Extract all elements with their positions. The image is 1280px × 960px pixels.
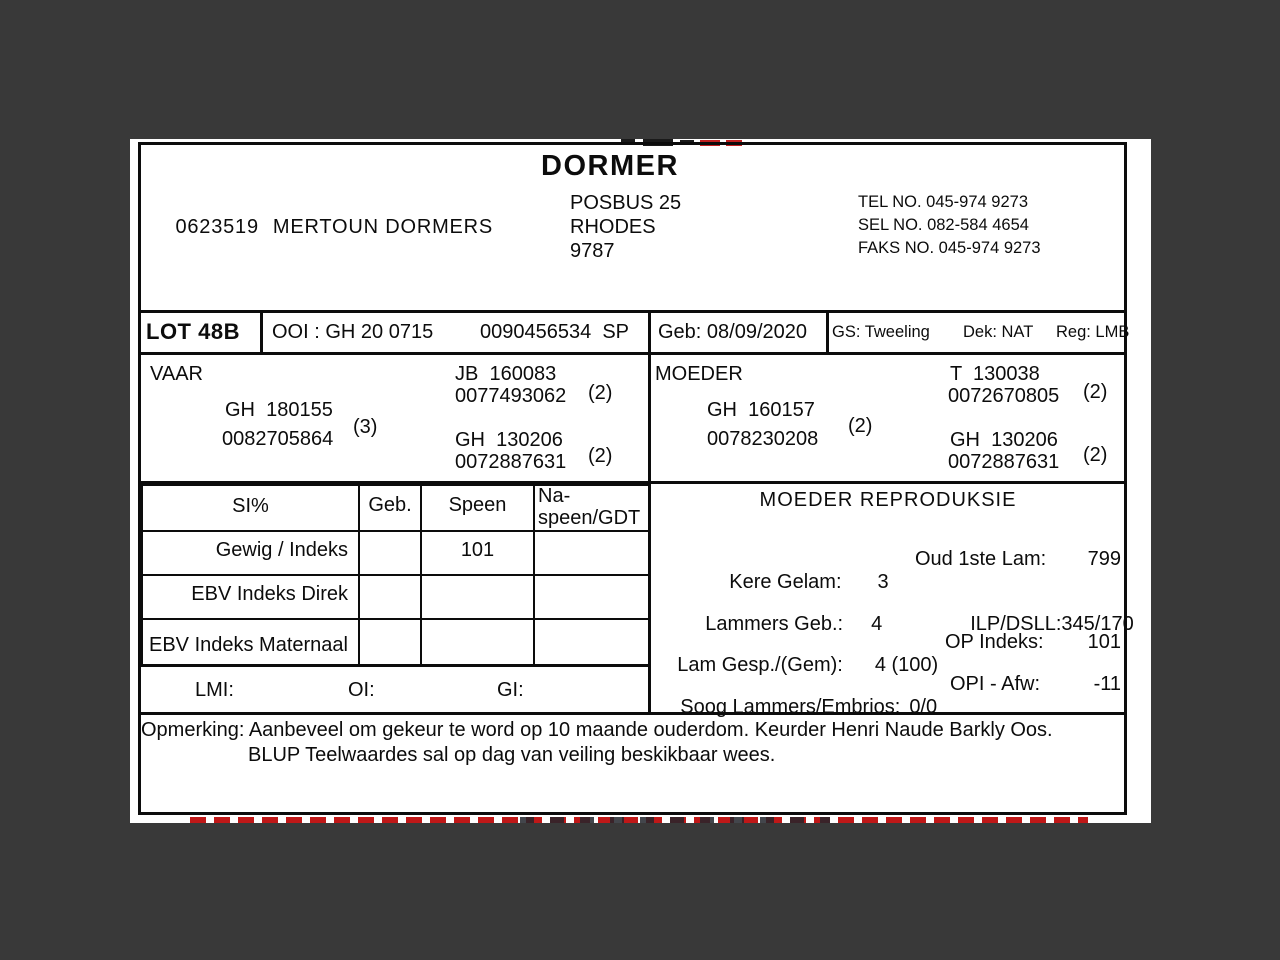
- address-line: 9787: [570, 240, 615, 262]
- dam-sire-note: (2): [1083, 381, 1108, 403]
- cropped-text-artifact-bottom: [520, 817, 830, 823]
- stat-value: 799: [1087, 548, 1121, 570]
- remark-line: Opmerking: Aanbeveel om gekeur te word op 10 maande ouderdom. Keurder Henri Naude Barkly Oos.: [141, 719, 1053, 741]
- dam-reg: 0078230208: [707, 428, 819, 450]
- vaar-label: VAAR: [150, 363, 203, 385]
- dam-dam-reg: 0072887631: [948, 451, 1060, 473]
- reproduksie-row-right: [945, 631, 1121, 654]
- reproduksie-row-right: [950, 673, 1121, 696]
- stat-value: 101: [1087, 631, 1121, 653]
- ewe-registration: 0090456534 SP: [480, 321, 630, 343]
- stat-label: ILP/DSLL:: [970, 613, 1062, 635]
- dam-note: (2): [848, 415, 873, 437]
- stat-label: Oud 1ste Lam:: [915, 548, 1047, 570]
- phone-line: TEL NO. 045-974 9273: [858, 193, 1028, 211]
- sire-sire-id: JB 160083: [455, 363, 557, 385]
- sire-reg: 0082705864: [222, 428, 334, 450]
- breeder-number: 0623519: [175, 216, 259, 238]
- si-row-divider: [143, 530, 648, 532]
- stat-label: Lam Gesp./(Gem):: [677, 654, 843, 676]
- stat-label: Lammers Geb.:: [705, 613, 844, 635]
- si-col-header-speen: Speen: [448, 494, 507, 516]
- dam-dam-note: (2): [1083, 444, 1108, 466]
- reg-field: Reg: LMB: [1056, 323, 1130, 341]
- stat-value: 3: [877, 571, 889, 593]
- dam-id: GH 160157: [707, 399, 815, 421]
- address-line: POSBUS 25: [570, 192, 682, 214]
- moeder-label: MOEDER: [655, 363, 743, 385]
- si-cell-speen: 101: [460, 539, 495, 561]
- birth-date: Geb: 08/09/2020: [658, 321, 808, 343]
- stat-value: 345/170: [1061, 613, 1134, 635]
- breeder-line: [150, 193, 493, 262]
- address-line: RHODES: [570, 216, 656, 238]
- sire-dam-id: GH 130206: [455, 429, 563, 451]
- reproduksie-title: MOEDER REPRODUKSIE: [759, 489, 1017, 511]
- lot-badge: LOT 48B: [146, 319, 240, 344]
- si-col-header-naspeen: speen/GDT: [538, 507, 641, 529]
- stat-label: Kere Gelam:: [729, 571, 842, 593]
- si-row-divider: [143, 618, 648, 620]
- dam-dam-id: GH 130206: [950, 429, 1058, 451]
- stat-label: Soog Lammers/Embrios:: [680, 696, 901, 718]
- phone-line: FAKS NO. 045-974 9273: [858, 239, 1041, 257]
- sire-sire-reg: 0077493062: [455, 385, 567, 407]
- dam-sire-id: T 130038: [950, 363, 1040, 385]
- si-col-header-label: SI%: [232, 495, 269, 517]
- sire-dam-note: (2): [588, 445, 613, 467]
- stat-value: 4: [871, 613, 883, 635]
- gs-field: GS: Tweeling: [832, 323, 930, 341]
- gi-label: GI:: [497, 679, 524, 701]
- si-row-label: EBV Indeks Direk: [191, 583, 348, 605]
- lot-cell-divider: [826, 310, 829, 355]
- sire-id: GH 180155: [225, 399, 333, 421]
- stat-value: -11: [1093, 673, 1121, 695]
- si-row-label: EBV Indeks Maternaal: [149, 634, 348, 656]
- oi-label: OI:: [348, 679, 375, 701]
- sire-sire-note: (2): [588, 382, 613, 404]
- stat-label: OP Indeks:: [945, 631, 1044, 653]
- phone-line: SEL NO. 082-584 4654: [858, 216, 1029, 234]
- dam-sire-reg: 0072670805: [948, 385, 1060, 407]
- sire-note: (3): [353, 416, 378, 438]
- remark-line: BLUP Teelwaardes sal op dag van veiling beskikbaar wees.: [248, 744, 776, 766]
- footer-divider: [140, 712, 1125, 715]
- dek-field: Dek: NAT: [963, 323, 1034, 341]
- sire-dam-reg: 0072887631: [455, 451, 567, 473]
- document-title: DORMER: [541, 150, 679, 182]
- reproduksie-row-right: [915, 548, 1121, 571]
- stat-label: OPI - Afw:: [950, 673, 1041, 695]
- lot-row-top-divider: [140, 310, 1125, 313]
- si-col-header-geb: Geb.: [368, 494, 412, 516]
- stat-value: 0/0: [909, 696, 938, 718]
- si-col-header-naspeen: Na-: [538, 485, 571, 507]
- lot-cell-divider: [260, 310, 263, 355]
- si-row-label: Gewig / Indeks: [215, 539, 348, 561]
- lot-row-bottom-divider: [140, 352, 1125, 355]
- si-row-divider: [143, 574, 648, 576]
- stat-value: 4 (100): [874, 654, 939, 676]
- ewe-prefix: OOI : GH 20 0715: [272, 321, 434, 343]
- lmi-label: LMI:: [195, 679, 234, 701]
- stud-name: MERTOUN DORMERS: [272, 216, 494, 238]
